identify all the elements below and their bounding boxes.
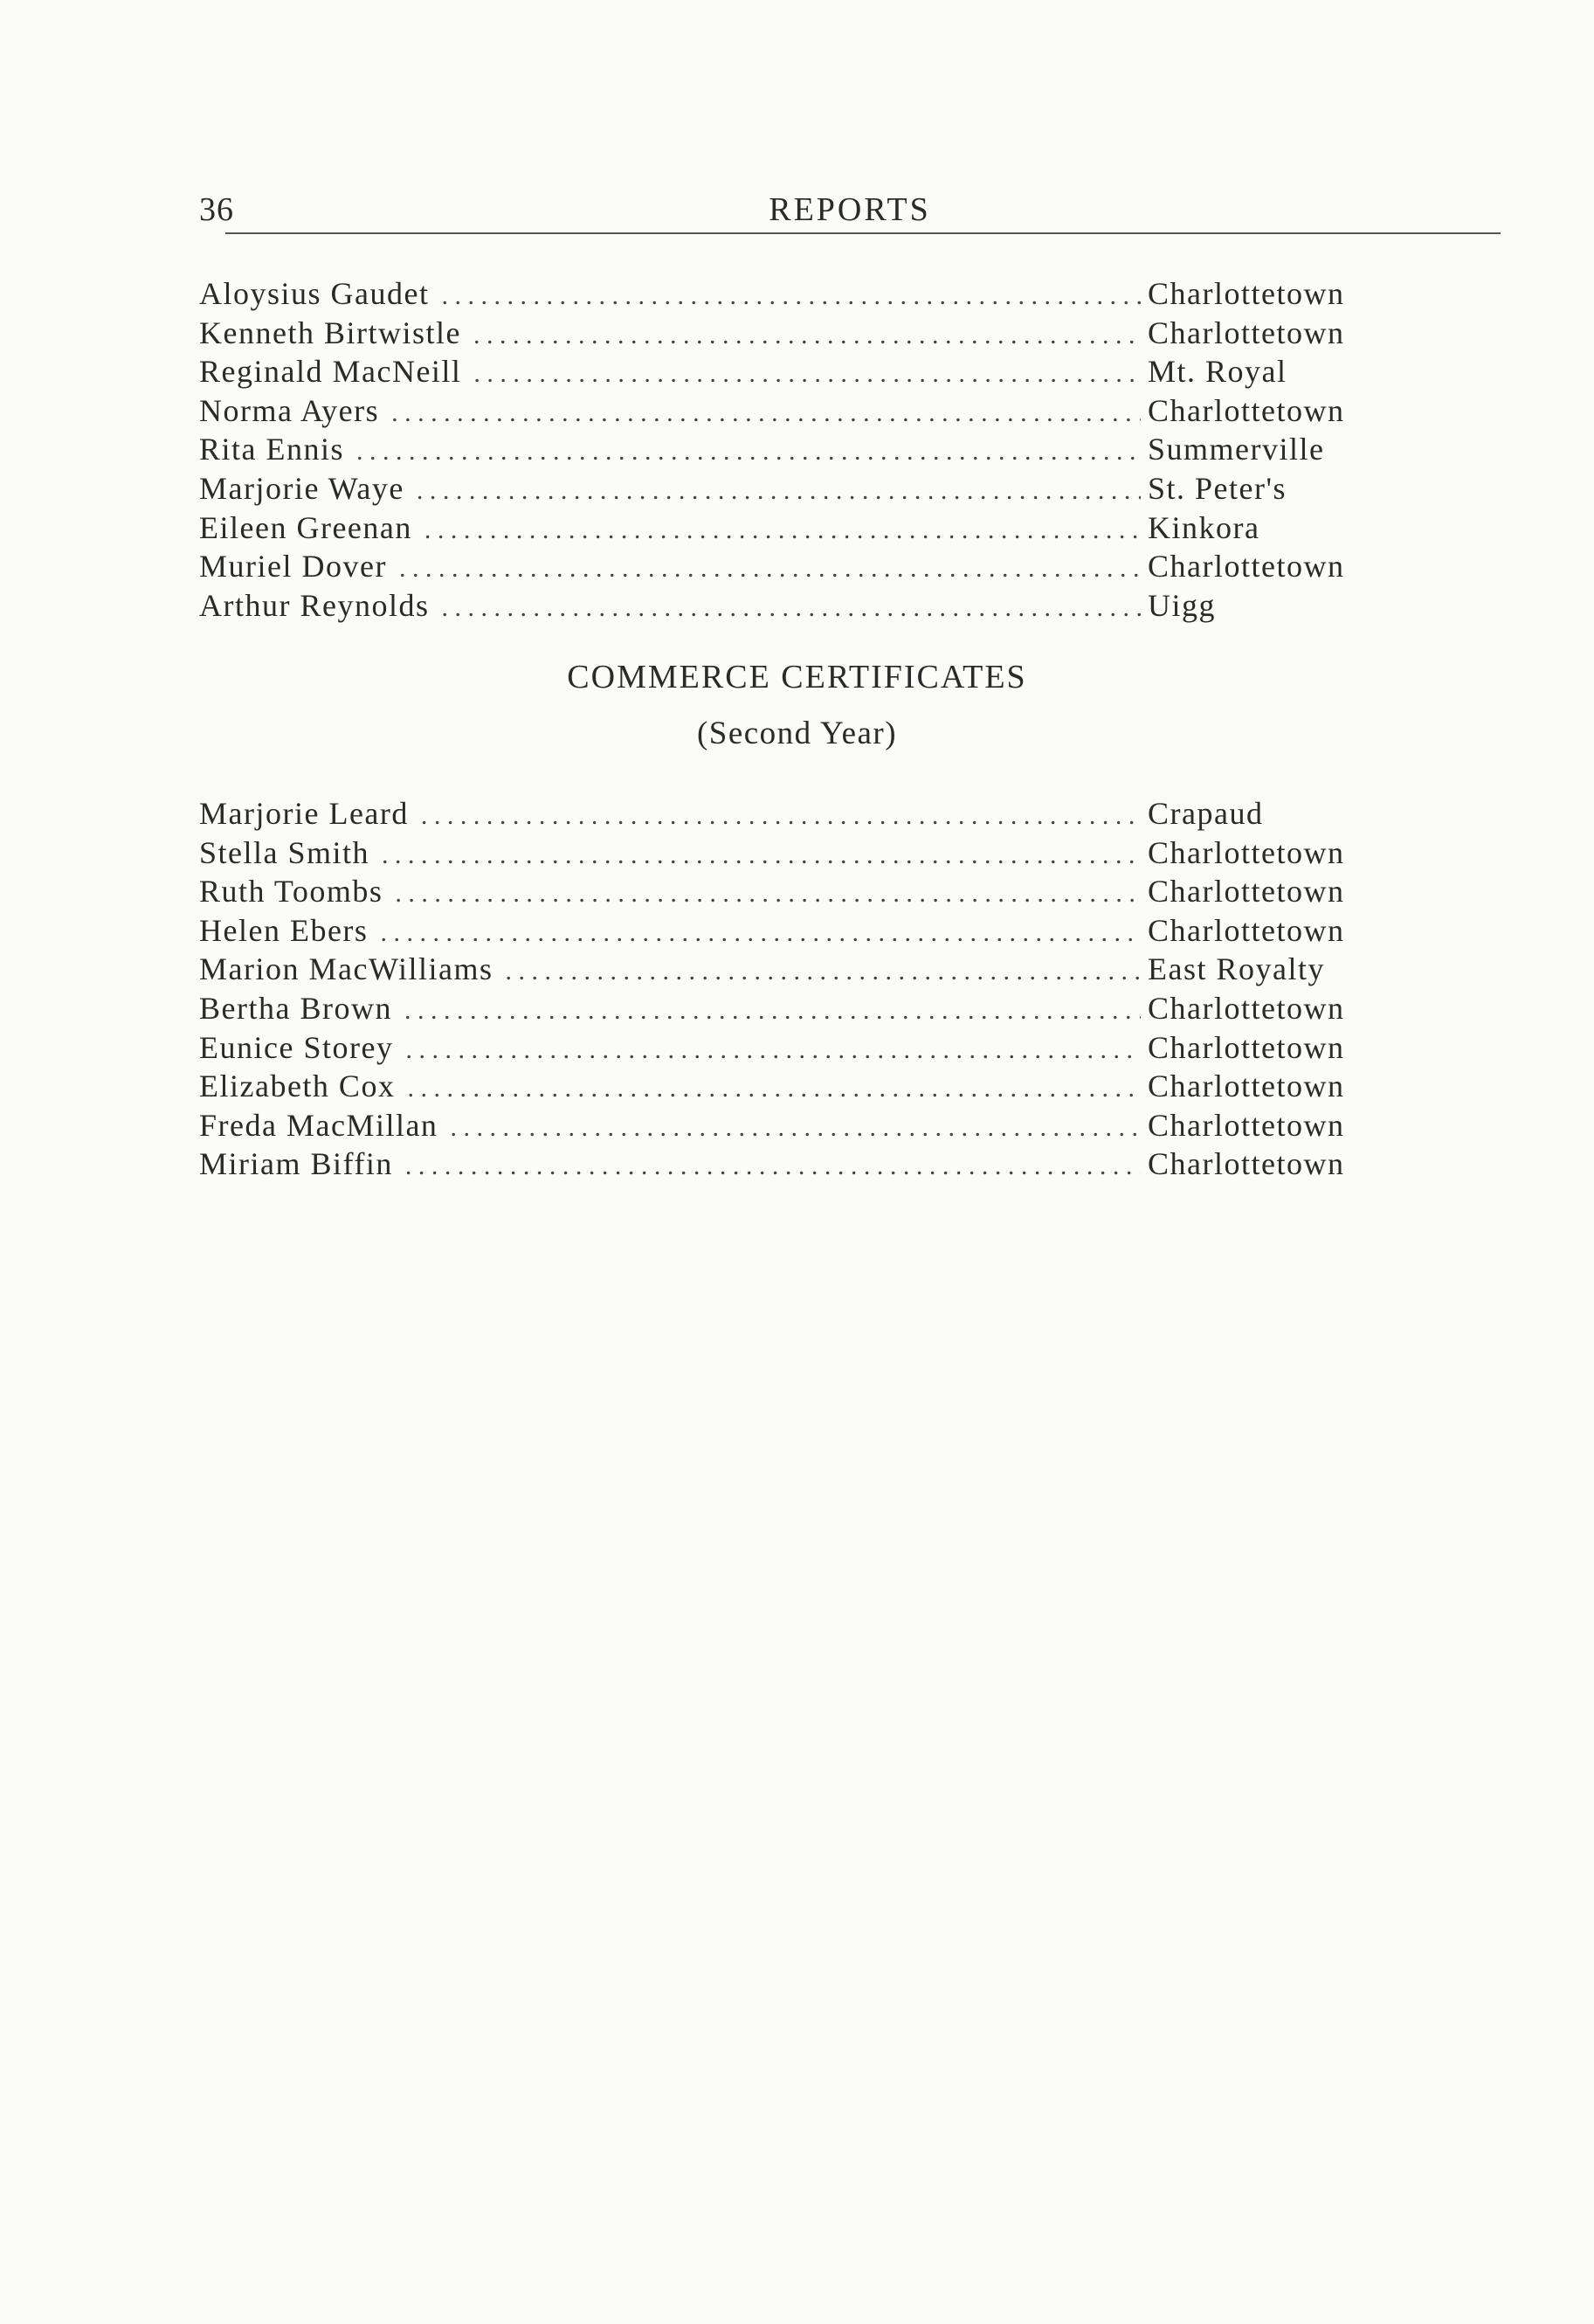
student-name: Muriel Dover: [199, 549, 387, 584]
running-head: REPORTS: [769, 191, 931, 228]
page-header: [199, 190, 1501, 243]
student-town: Charlottetown: [1148, 1146, 1345, 1182]
dot-leader: [407, 1074, 1141, 1103]
student-town: Uigg: [1148, 587, 1216, 623]
student-town: Charlottetown: [1148, 1029, 1345, 1065]
list-item: [199, 587, 1384, 626]
dot-leader: [399, 554, 1141, 584]
student-name: Marjorie Leard: [199, 796, 409, 831]
list-item: [199, 1068, 1384, 1107]
student-name: Elizabeth Cox: [199, 1069, 396, 1104]
student-town: Charlottetown: [1148, 1107, 1345, 1143]
list-item: [199, 275, 1384, 315]
dot-leader: [404, 996, 1141, 1026]
student-town: Charlottetown: [1148, 392, 1345, 428]
list-item: [199, 431, 1384, 470]
dot-leader: [395, 879, 1141, 909]
student-name: Marjorie Waye: [199, 470, 404, 506]
section-subtitle: (Second Year): [696, 716, 898, 751]
student-name: Kenneth Birtwistle: [199, 315, 461, 350]
dot-leader: [473, 321, 1141, 350]
student-name: Norma Ayers: [199, 392, 380, 428]
list-item: [199, 470, 1384, 509]
dot-leader: [473, 359, 1141, 389]
student-town: Crapaud: [1148, 796, 1264, 831]
student-list-1: [199, 275, 1384, 626]
dot-leader: [441, 593, 1141, 623]
student-name: Eileen Greenan: [199, 509, 412, 545]
list-item: [199, 951, 1384, 990]
list-item: [199, 392, 1384, 432]
student-town: Charlottetown: [1148, 874, 1345, 910]
student-name: Helen Ebers: [199, 912, 369, 948]
student-town: Summerville: [1148, 432, 1325, 467]
list-item: [199, 548, 1384, 587]
dot-leader: [391, 398, 1141, 428]
section-title: COMMERCE CERTIFICATES: [567, 659, 1027, 695]
list-item: [199, 1145, 1384, 1185]
student-name: Freda MacMillan: [199, 1107, 438, 1143]
student-town: East Royalty: [1148, 951, 1325, 987]
student-name: Rita Ennis: [199, 432, 344, 467]
list-item: [199, 990, 1384, 1029]
student-town: St. Peter's: [1148, 470, 1287, 506]
page-number: 36: [199, 191, 234, 228]
student-name: Eunice Storey: [199, 1029, 394, 1065]
list-item: [199, 912, 1384, 951]
student-name: Ruth Toombs: [199, 874, 383, 910]
list-item: [199, 315, 1384, 354]
list-item: [199, 795, 1384, 834]
student-town: Charlottetown: [1148, 990, 1345, 1026]
student-name: Bertha Brown: [199, 990, 392, 1026]
list-item: [199, 353, 1384, 392]
dot-leader: [356, 437, 1141, 467]
dot-leader: [382, 840, 1141, 870]
student-town: Charlottetown: [1148, 276, 1345, 311]
student-name: Reginald MacNeill: [199, 354, 462, 390]
student-town: Mt. Royal: [1148, 354, 1287, 390]
list-item: [199, 834, 1384, 874]
student-name: Arthur Reynolds: [199, 587, 430, 623]
student-town: Charlottetown: [1148, 912, 1345, 948]
student-name: Aloysius Gaudet: [199, 276, 430, 311]
list-item: [199, 1107, 1384, 1146]
dot-leader: [450, 1113, 1141, 1143]
list-item: [199, 873, 1384, 912]
student-name: Miriam Biffin: [199, 1146, 393, 1182]
student-town: Charlottetown: [1148, 834, 1345, 870]
dot-leader: [417, 476, 1141, 506]
dot-leader: [405, 1035, 1141, 1065]
student-town: Kinkora: [1148, 509, 1260, 545]
header-rule: [225, 232, 1501, 234]
dot-leader: [405, 1152, 1141, 1181]
dot-leader: [441, 281, 1141, 311]
student-town: Charlottetown: [1148, 1069, 1345, 1104]
student-name: Marion MacWilliams: [199, 951, 493, 987]
student-town: Charlottetown: [1148, 549, 1345, 584]
list-item: [199, 1029, 1384, 1069]
dot-leader: [380, 918, 1141, 948]
dot-leader: [505, 957, 1141, 986]
list-item: [199, 509, 1384, 549]
dot-leader: [421, 801, 1141, 831]
student-list-2: [199, 795, 1384, 1185]
student-town: Charlottetown: [1148, 315, 1345, 350]
dot-leader: [424, 515, 1141, 545]
student-name: Stella Smith: [199, 834, 370, 870]
